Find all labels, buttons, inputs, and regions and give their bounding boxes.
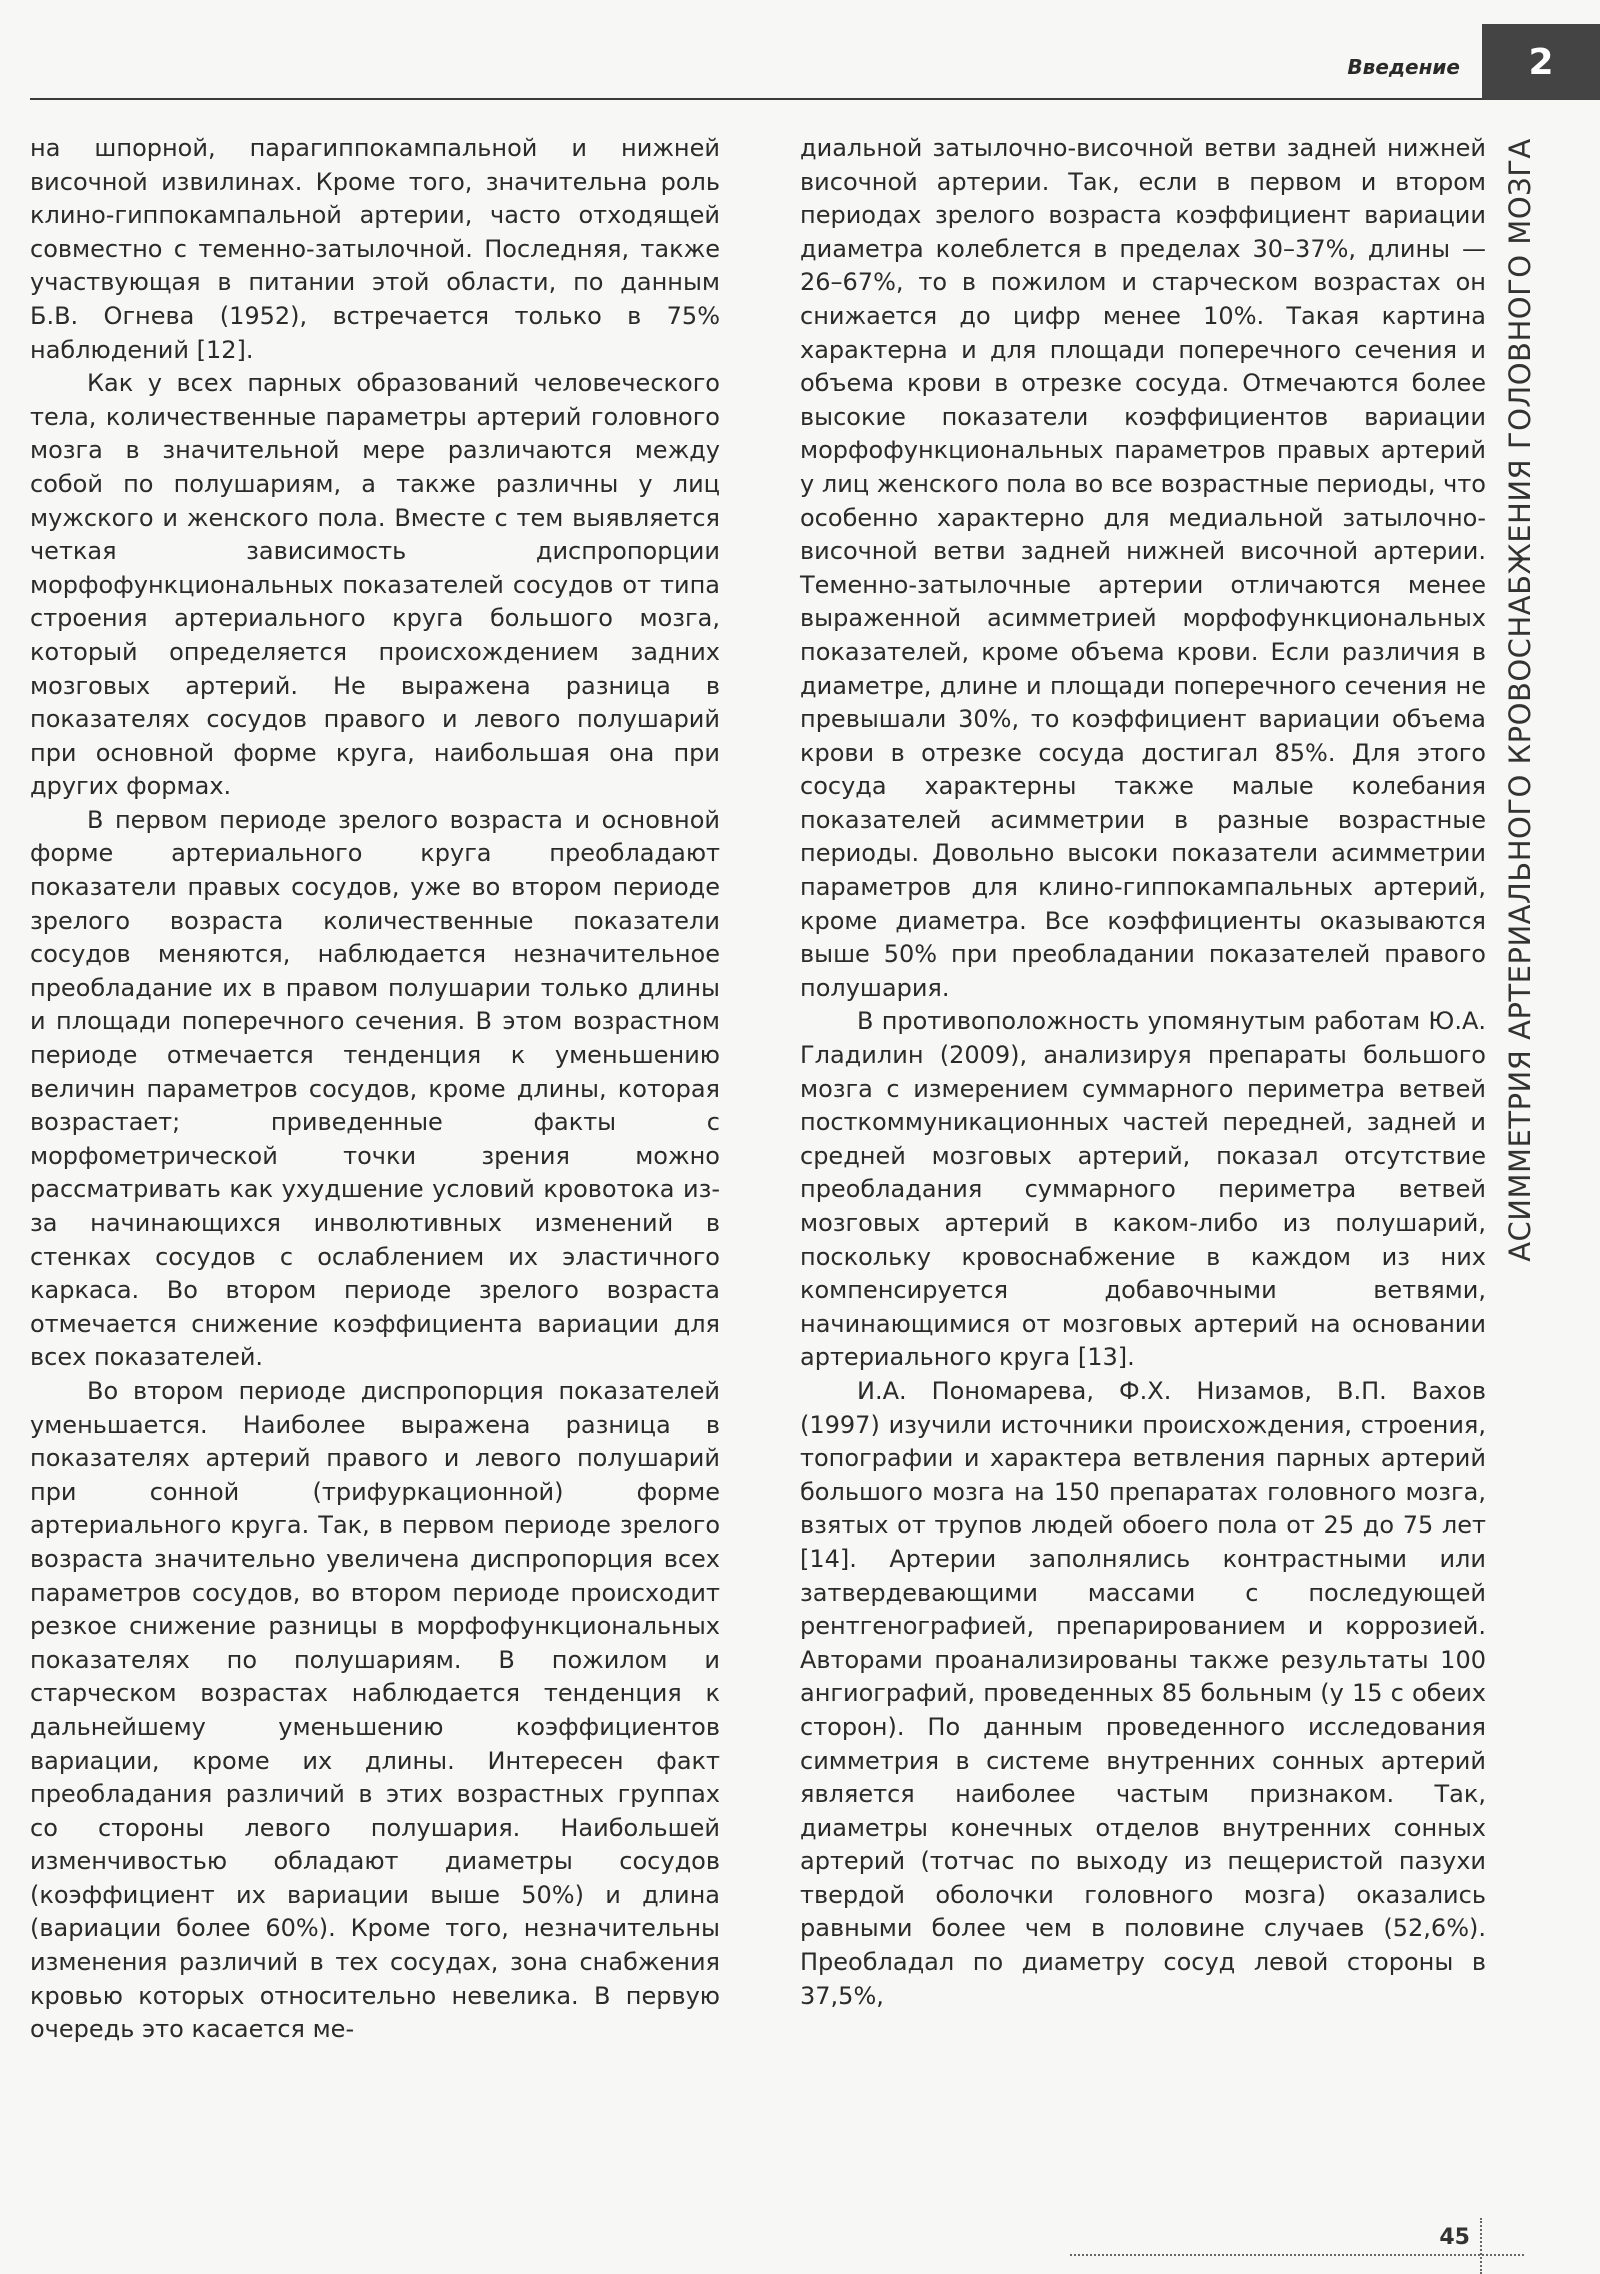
paragraph: И.А. Пономарева, Ф.Х. Низамов, В.П. Вахов (1997) изучили источники происхождения, строения, топографии и характера ветвления парных артерий большого мозга на 150 препаратах головного мозга, взятых от трупов людей обоего пола от 25 до 75 лет [14]. Артерии заполнялись контрастными или затвердевающими массами с последующей рентгенографией, препарированием и коррозией. Авторами проанализированы также результаты 100 ангиографий, проведенных 85 больным (у 15 с обеих сторон). По данным проведенного исследования симметрия в системе внутренних сонных артерий является наиболее частым признаком. Так, диаметры конечных отделов внутренних сонных артерий (тотчас по выходу из пещеристой пазухи твердой оболочки головного мозга) оказались равными более чем в половине случаев (52,6%). Преобладал по диаметру сосуд левой стороны в 37,5%,: [800, 1376, 1486, 2010]
page-number: 45: [1439, 2225, 1470, 2250]
footer-dotted-rule: [1070, 2254, 1524, 2256]
header-rule: [30, 98, 1482, 100]
footer-dotted-vertical-rule: [1480, 2218, 1482, 2274]
paragraph: В первом периоде зрелого возраста и основной форме артериального круга преобладают показатели правых сосудов, уже во втором периоде зрелого возраста количественные показатели сосудов меняются, наблюдается незначительное преобладание их в правом полушарии только длины и площади поперечного сечения. В этом возрастном периоде отмечается тенденция к уменьшению величин параметров сосудов, кроме длины, которая возрастает; приведенные факты с морфометрической точки зрения можно рассматривать как ухудшение условий кровотока из-за начинающихся инволютивных изменений в стенках сосудов с ослаблением их эластичного каркаса. Во втором периоде зрелого возраста отмечается снижение коэффициента вариации для всех показателей.: [30, 805, 720, 1372]
paragraph: Как у всех парных образований человеческого тела, количественные параметры артерий головного мозга в значительной мере различаются между собой по полушариям, а также различны у лиц мужского и женского пола. Вместе с тем выявляется четкая зависимость диспропорции морфофункциональных показателей сосудов от типа строения артериального круга большого мозга, который определяется происхождением задних мозговых артерий. Не выражена разница в показателях сосудов правого и левого полушарий при основной форме круга, наибольшая она при других формах.: [30, 369, 720, 801]
chapter-number: 2: [1528, 41, 1554, 83]
paragraph: на шпорной, парагиппокампальной и нижней височной извилинах. Кроме того, значительна роль клино-гиппокампальной артерии, часто отходящей совместно с теменно-затылочной. Последняя, также участвующая в питании этой области, по данным Б.В. Огнева (1952), встречается только в 75% наблюдений [12].: [30, 134, 720, 364]
vertical-chapter-title: АСИММЕТРИЯ АРТЕРИАЛЬНОГО КРОВОСНАБЖЕНИЯ ГОЛОВНОГО МОЗГА: [1503, 138, 1537, 1262]
paragraph: диальной затылочно-височной ветви задней нижней височной артерии. Так, если в первом и втором периодах зрелого возраста коэффициент вариации диаметра колеблется в пределах 30–37%, длины — 26–67%, то в пожилом и старческом возрастах он снижается до цифр менее 10%. Такая картина характерна и для площади поперечного сечения и объема крови в отрезке сосуда. Отмечаются более высокие показатели коэффициентов вариации морфофункциональных параметров правых артерий у лиц женского пола во все возрастные периоды, что особенно характерно для медиальной затылочно-височной ветви задней нижней височной артерии. Теменно-затылочные артерии отличаются менее выраженной асимметрией морфофункциональных показателей, кроме объема крови. Если различия в диаметре, длине и площади поперечного сечения не превышали 30%, то коэффициент вариации объема крови в отрезке сосуда достигал 85%. Для этого сосуда характерны также малые колебания показателей асимметрии в разные возрастные периоды. Довольно высоки показатели асимметрии параметров для клино-гиппокампальных артерий, кроме диаметра. Все коэффициенты оказываются выше 50% при преобладании показателей правого полушария.: [800, 134, 1486, 1002]
section-label: Введение: [1347, 55, 1460, 79]
right-text-column: [800, 132, 1486, 2013]
paragraph: В противоположность упомянутым работам Ю.А. Гладилин (2009), анализируя препараты большого мозга с измерением суммарного периметра ветвей посткоммуникационных частей передней, задней и средней мозговых артерий, показал отсутствие преобладания суммарного периметра ветвей мозговых артерий в каком-либо из полушарий, поскольку кровоснабжение в каждом из них компенсируется добавочными ветвями, начинающимися от мозговых артерий на основании артериального круга [13].: [800, 1007, 1486, 1372]
paragraph: Во втором периоде диспропорция показателей уменьшается. Наиболее выражена разница в показателях артерий правого и левого полушарий при сонной (трифуркационной) форме артериального круга. Так, в первом периоде зрелого возраста значительно увеличена диспропорция всех параметров сосудов, во втором периоде происходит резкое снижение разницы в морфофункциональных показателях по полушариям. В пожилом и старческом возрастах наблюдается тенденция к дальнейшему уменьшению коэффициентов вариации, кроме их длины. Интересен факт преобладания различий в этих возрастных группах со стороны левого полушария. Наибольшей изменчивостью обладают диаметры сосудов (коэффициент их вариации выше 50%) и длина (вариации более 60%). Кроме того, незначительны изменения различий в тех сосудах, зона снабжения кровью которых относительно невелика. В первую очередь это касается ме-: [30, 1376, 720, 2044]
left-text-column: [30, 132, 720, 2047]
